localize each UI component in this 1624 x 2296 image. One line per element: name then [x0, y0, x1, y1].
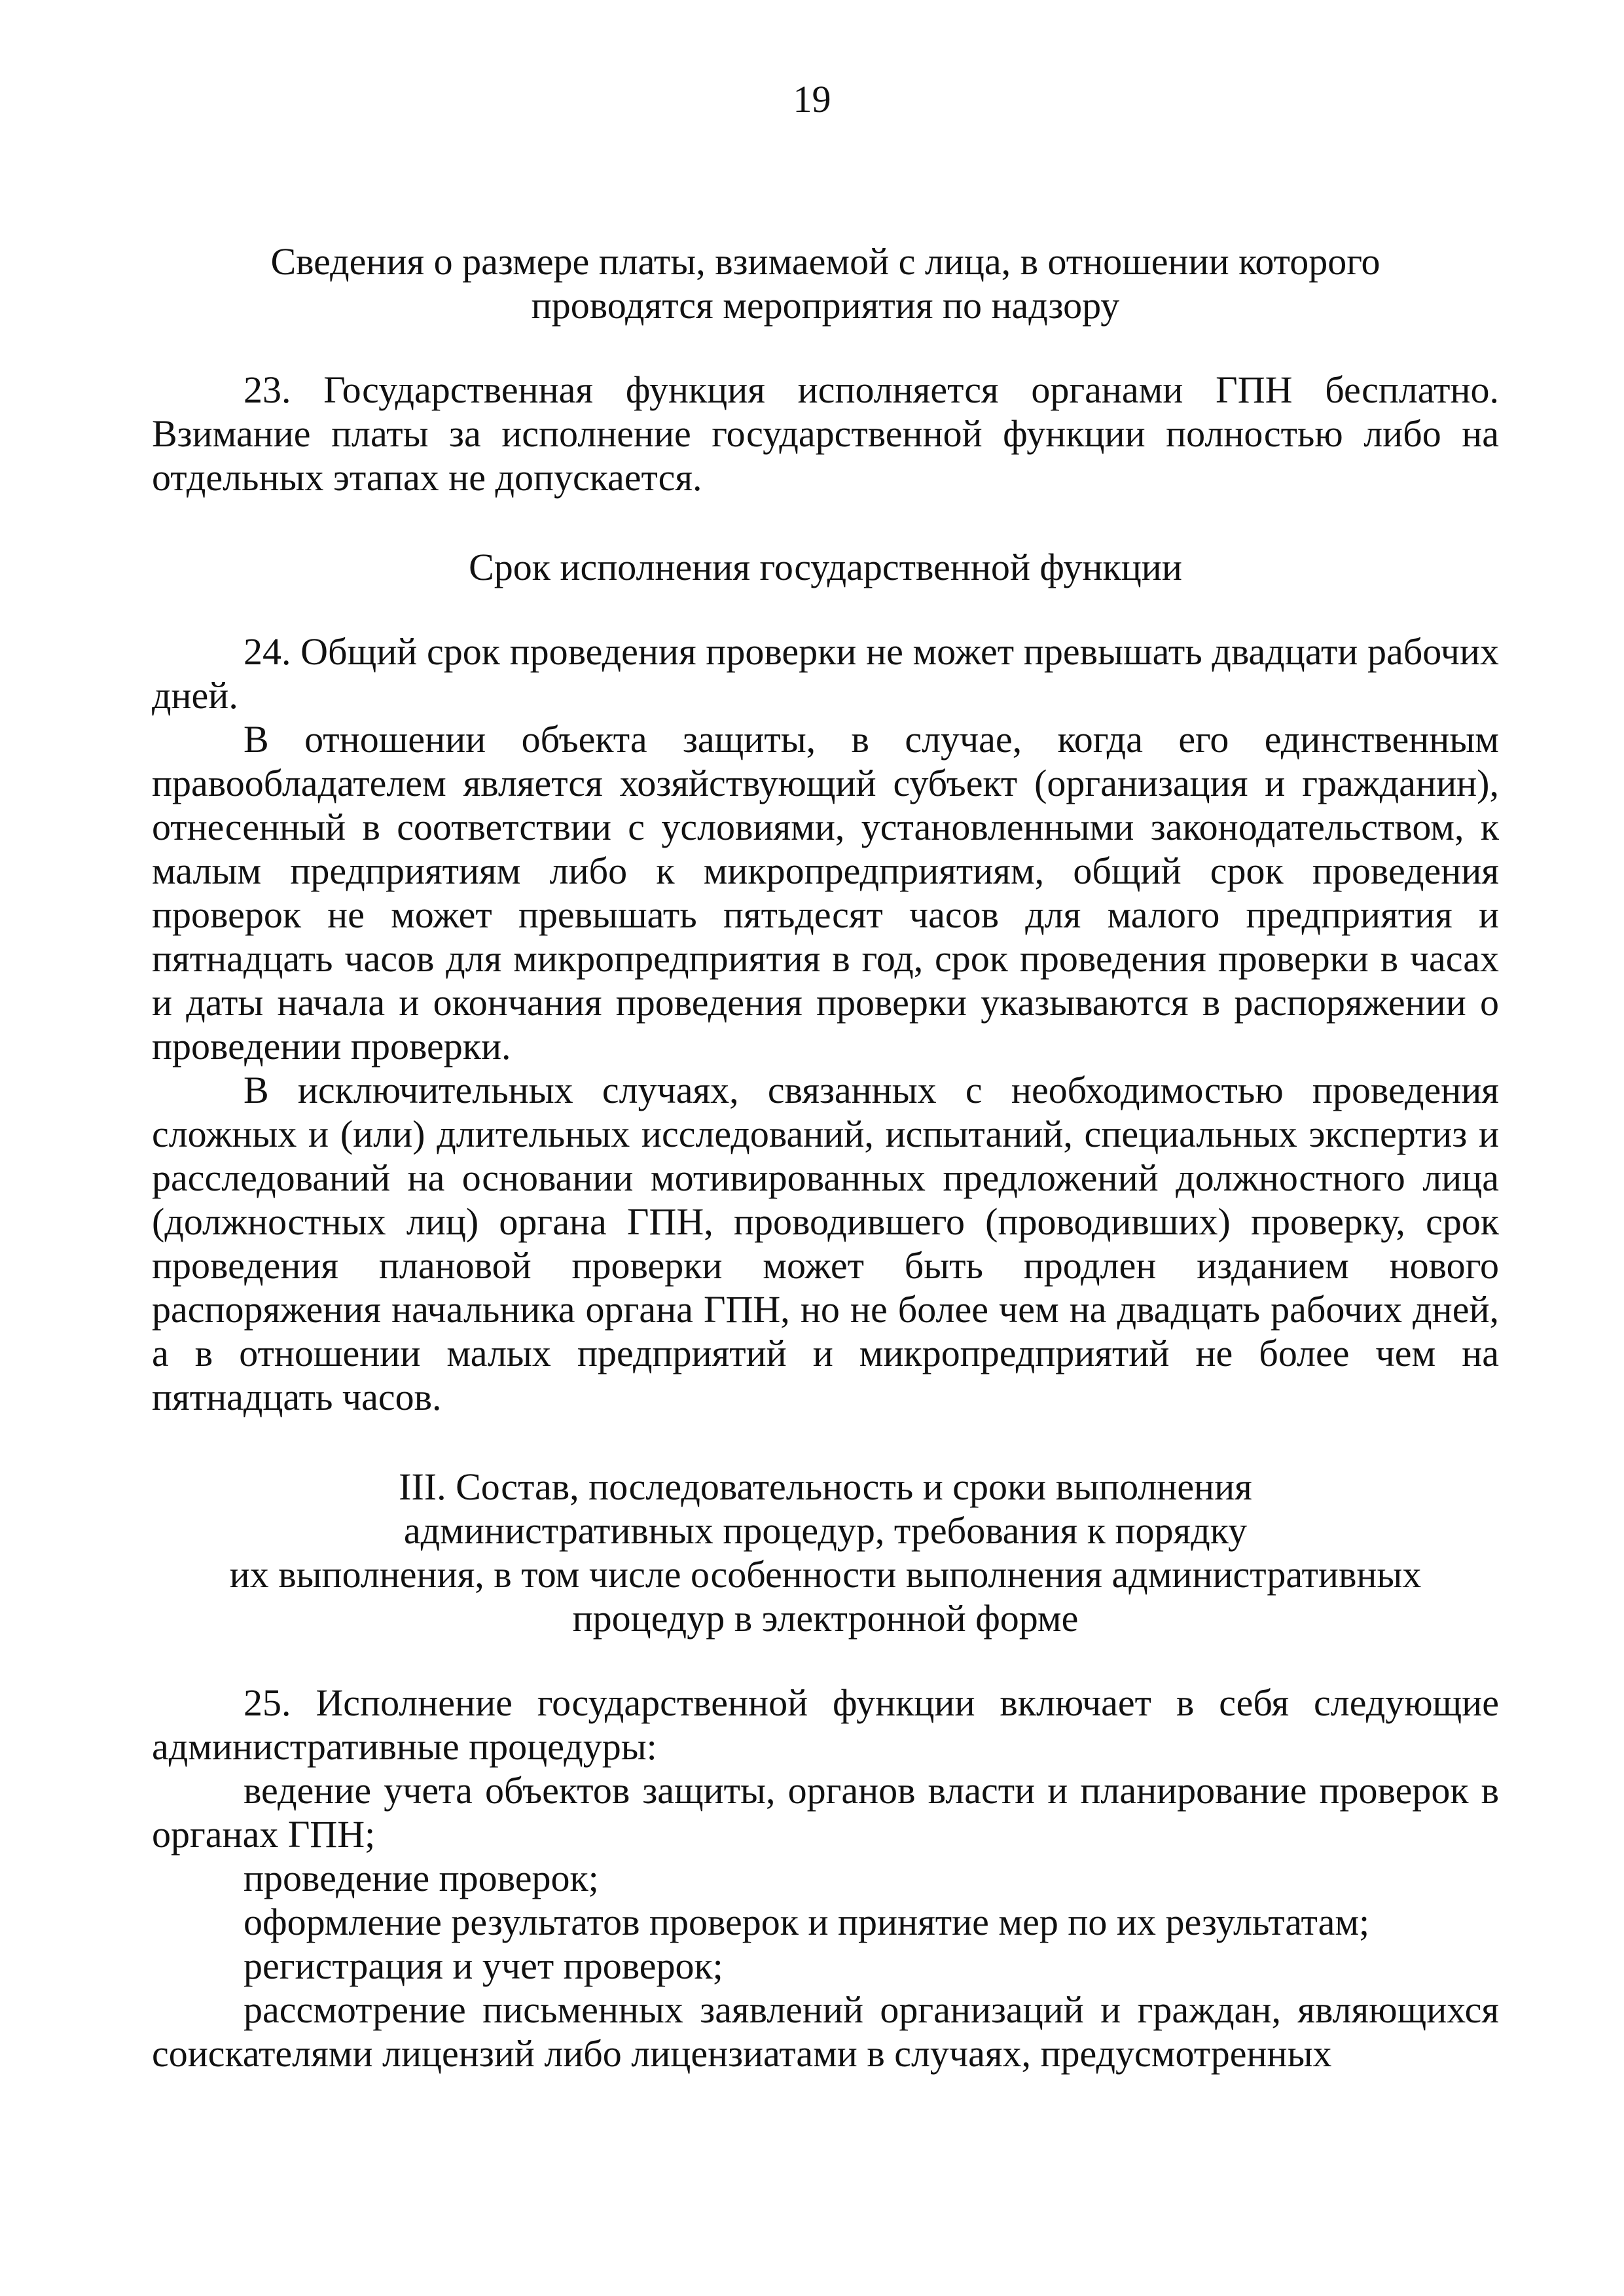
procedure-item: регистрация и учет проверок; — [244, 1945, 723, 1987]
page-number: 19 — [793, 78, 831, 120]
procedure-item: ведение учета объектов защиты, органов власти и планирование проверок в органах ГПН; — [152, 1769, 1499, 1856]
term-section-heading: Срок исполнения государственной функции — [469, 546, 1182, 588]
procedure-item: проведение проверок; — [244, 1857, 599, 1899]
heading-line: административных процедур, требования к порядку — [403, 1509, 1248, 1552]
paragraph-25: 25. Исполнение государственной функции включает в себя следующие административные процедуры: — [152, 1681, 1499, 1768]
document-body — [152, 240, 1499, 2075]
procedures-section-heading — [152, 1465, 1499, 1640]
procedure-item: оформление результатов проверок и принятие мер по их результатам; — [244, 1901, 1370, 1943]
paragraph-23: 23. Государственная функция исполняется органами ГПН бесплатно. Взимание платы за исполнение государственной функции полностью либо на отдельных этапах не допускается. — [152, 368, 1499, 499]
heading-line: их выполнения, в том числе особенности выполнения административных — [229, 1553, 1422, 1596]
heading-line: Сведения о размере платы, взимаемой с лица, в отношении которого — [270, 240, 1380, 283]
paragraph-24-part-3: В исключительных случаях, связанных с необходимостью проведения сложных и (или) длительных исследований, испытаний, специальных экспертиз и расследований на основании мотивированных предложений должностного лица (должностных лиц) органа ГПН, проводившего (проводивших) проверку, срок проведения плановой проверки может быть продлен изданием нового распоряжения начальника органа ГПН, но не более чем на двадцать рабочих дней, а в отношении малых предприятий и микропредприятий не более чем на пятнадцать часов. — [152, 1069, 1499, 1418]
fee-section-heading — [152, 240, 1499, 327]
paragraph-24: 24. Общий срок проведения проверки не может превышать двадцати рабочих дней. — [152, 630, 1499, 717]
heading-line: процедур в электронной форме — [572, 1597, 1079, 1640]
paragraph-24-part-2: В отношении объекта защиты, в случае, когда его единственным правообладателем является хозяйствующий субъект (организация и гражданин), отнесенный в соответствии с условиями, установленными законодательством, к малым предприятиям либо к микропредприятиям, общий срок проведения проверок не может превышать пятьдесят часов для малого предприятия и пятнадцать часов для микропредприятия в год, срок проведения проверки в часах и даты начала и окончания проведения проверки указываются в распоряжении о проведении проверки. — [152, 718, 1499, 1067]
procedure-item: рассмотрение письменных заявлений организаций и граждан, являющихся соискателями лицензий либо лицензиатами в случаях, предусмотренных — [152, 1988, 1499, 2075]
heading-line: III. Состав, последовательность и сроки выполнения — [399, 1465, 1252, 1508]
heading-line: проводятся мероприятия по надзору — [531, 284, 1120, 327]
